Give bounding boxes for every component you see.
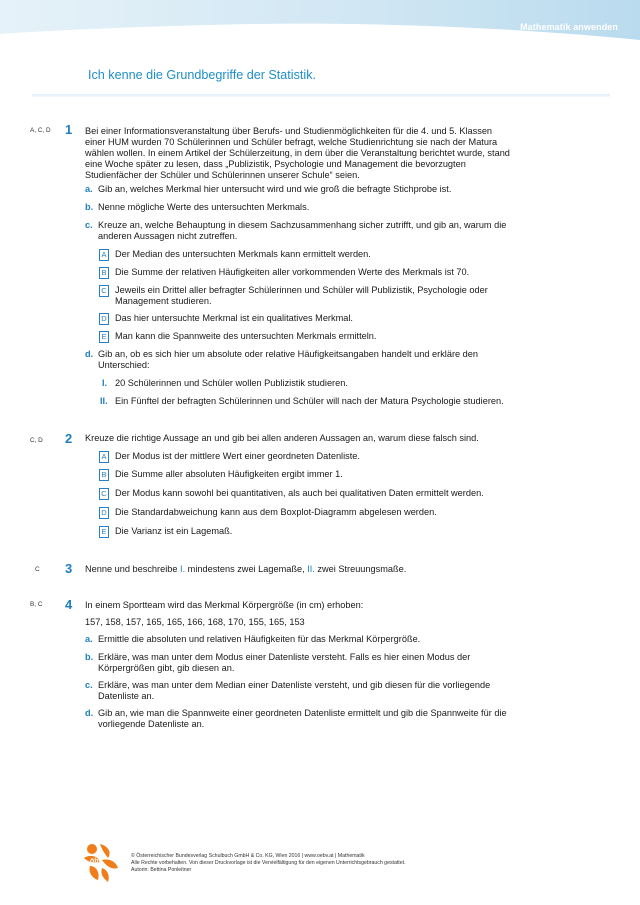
header-band: [0, 0, 640, 40]
checkbox-a[interactable]: A: [99, 249, 109, 261]
q1-option-c: C Jeweils ein Drittel aller befragter Schülerinnen und Schüler will Publizistik, Psychologie oder Management studieren.: [115, 285, 605, 307]
q1-option-a: A Der Median des untersuchten Merkmals kann ermittelt werden.: [115, 249, 605, 260]
q3-text: Nenne und beschreibe I. mindestens zwei Lagemaße, II. zwei Streuungsmaße.: [85, 564, 407, 574]
oebv-logo: [78, 840, 122, 884]
q4-task-c: c. Erkläre, was man unter dem Median einer Datenliste versteht, und gib diesen für die vorliegende Datenliste an.: [85, 680, 491, 701]
title-divider: [32, 94, 610, 97]
checkbox-b[interactable]: B: [99, 469, 109, 481]
q2-option-d: D Die Standardabweichung kann aus dem Boxplot-Diagramm abgelesen werden.: [115, 507, 605, 518]
checkbox-d[interactable]: D: [99, 313, 109, 325]
q1-option-d: D Das hier untersuchte Merkmal ist ein qualitatives Merkmal.: [115, 313, 605, 324]
q1-roman-1: I. 20 Schülerinnen und Schüler wollen Publizistik studieren.: [102, 378, 348, 388]
q1-option-b: B Die Summe der relativen Häufigkeiten aller vorkommenden Werte des Merkmals ist 70.: [115, 267, 605, 278]
q1-task-b: b. Nenne mögliche Werte des untersuchten Merkmals.: [85, 202, 310, 212]
q3-number: 3: [65, 561, 73, 576]
checkbox-c[interactable]: C: [99, 488, 109, 500]
q1-roman-2: II. Ein Fünftel der befragten Schülerinnen und Schüler will nach der Matura Psychologie studieren.: [100, 396, 504, 406]
q1-task-a: a. Gib an, welches Merkmal hier untersucht wird und wie groß die befragte Stichprobe ist.: [85, 184, 452, 194]
q4-text: In einem Sportteam wird das Merkmal Körpergröße (in cm) erhoben:: [85, 600, 364, 610]
q2-text: Kreuze die richtige Aussage an und gib bei allen anderen Aussagen an, warum diese falsch sind.: [85, 433, 479, 443]
q2-option-e: E Die Varianz ist ein Lagemaß.: [115, 526, 605, 537]
q4-task-d: d. Gib an, wie man die Spannweite einer geordneten Datenliste ermittelt und gib die Spannweite für die vorliegende Datenliste an.: [85, 708, 507, 729]
checkbox-b[interactable]: B: [99, 267, 109, 279]
q4-number: 4: [65, 597, 73, 612]
q1-text: Bei einer Informationsveranstaltung über Berufs- und Studienmöglichkeiten für die 4. und 5. Klassen einer HUM wurden 70 Schülerinnen und Schüler befragt, welche Studienrichtung sie nach der Matura wählen wollen. In einem Artikel der Schülerzeitung, in dem über die Veranstaltung berichtet wurde, stand eine Woche später zu lesen, dass „Publizistik, Psychologie und Management die bevorzugten Studienfächer der Schüler und Schülerinnen unserer Schule“ seien.: [85, 126, 510, 180]
checkbox-a[interactable]: A: [99, 451, 109, 463]
q4-task-a: a. Ermittle die absoluten und relativen Häufigkeiten für das Merkmal Körpergröße.: [85, 634, 421, 644]
q2-option-b: B Die Summe aller absoluten Häufigkeiten ergibt immer 1.: [115, 469, 605, 480]
page-title: Ich kenne die Grundbegriffe der Statistik.: [88, 68, 316, 82]
q2-number: 2: [65, 431, 73, 446]
q4-competencies: B, C: [30, 601, 43, 608]
q3-competencies: C: [35, 566, 40, 573]
q2-competencies: C, D: [30, 437, 43, 444]
q4-data-list: 157, 158, 157, 165, 165, 166, 168, 170, 155, 165, 153: [85, 617, 305, 627]
footer-text: © Österreichischer Bundesverlag Schulbuch GmbH & Co. KG, Wien 2016 | www.oebv.at | Mathematik Alle Rechte vorbehalten. Von dieser Druckvorlage ist die Vervielfältigung für den eigenen Unterrichtsgebrauch gestattet. Autorin: Bettina Ponleitner: [131, 853, 406, 873]
q2-option-a: A Der Modus ist der mittlere Wert einer geordneten Datenliste.: [115, 451, 605, 462]
checkbox-e[interactable]: E: [99, 331, 109, 343]
q1-task-c: c. Kreuze an, welche Behauptung in diesem Sachzusammenhang sicher zutrifft, und gib an, warum die anderen Aussagen nicht zutreffen.: [85, 220, 507, 241]
q1-competencies: A, C, D: [30, 127, 51, 134]
q1-task-d: d. Gib an, ob es sich hier um absolute oder relative Häufigkeitsangaben handelt und erkläre den Unterschied:: [85, 349, 478, 370]
logo-text: öbv: [90, 858, 103, 865]
checkbox-d[interactable]: D: [99, 507, 109, 519]
q1-number: 1: [65, 122, 73, 137]
checkbox-c[interactable]: C: [99, 285, 109, 297]
q2-option-c: C Der Modus kann sowohl bei quantitativen, als auch bei qualitativen Daten ermittelt werden.: [115, 488, 605, 499]
q1-option-e: E Man kann die Spannweite des untersuchten Merkmals ermitteln.: [115, 331, 605, 342]
section-header: Mathematik anwenden: [520, 22, 618, 32]
q4-task-b: b. Erkläre, was man unter dem Modus einer Datenliste versteht. Falls es hier einen Modus der Körpergrößen gibt, gib diesen an.: [85, 652, 471, 673]
checkbox-e[interactable]: E: [99, 526, 109, 538]
